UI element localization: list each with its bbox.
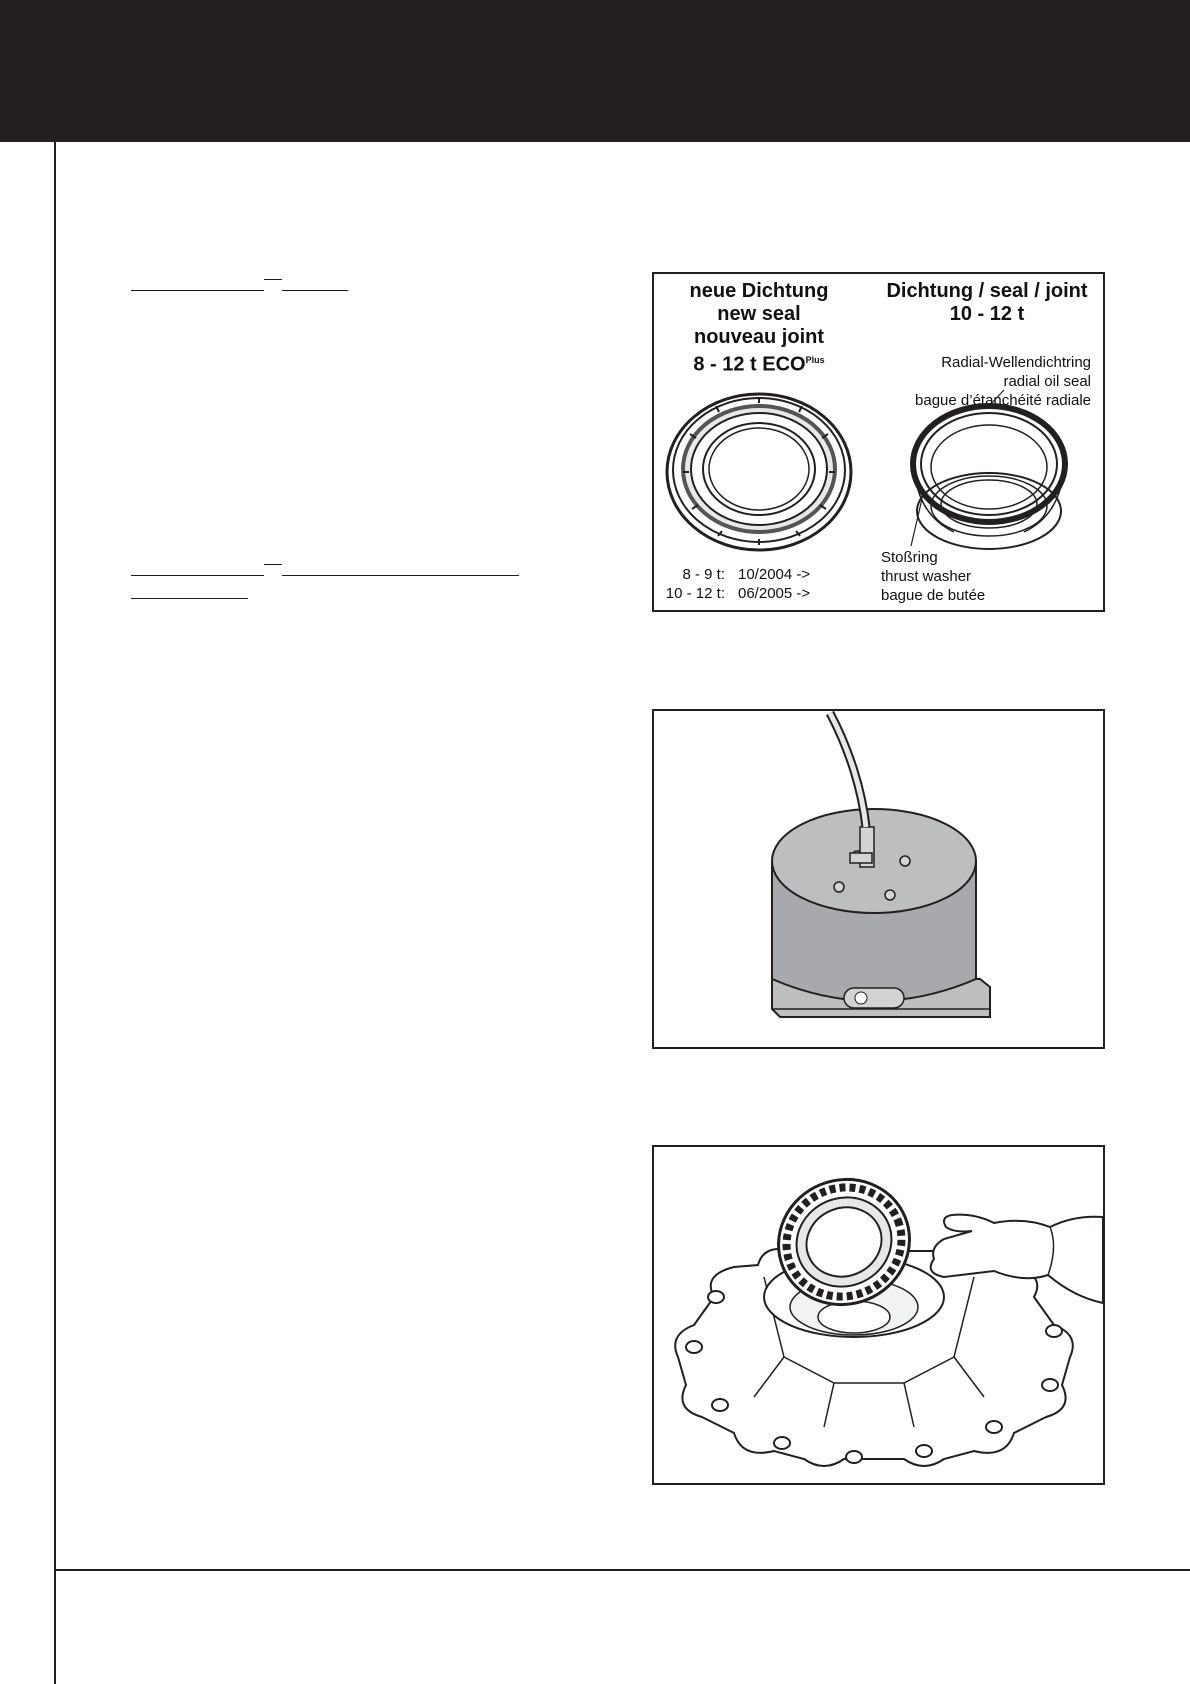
text-placeholder-line [131, 575, 264, 576]
header-bar [0, 0, 1190, 142]
text-placeholder-line [282, 575, 519, 576]
bearing-install-figure [652, 1145, 1105, 1485]
text-placeholder-line [131, 290, 264, 291]
old-seal-heading: Dichtung / seal / joint [886, 280, 1088, 302]
new-seal-heading-fr: nouveau joint [694, 326, 824, 348]
text-placeholder-line [264, 564, 282, 565]
footer-rule [54, 1569, 1190, 1571]
thrust-washer-label-de: Stoßring [881, 549, 938, 566]
press-tool-drawing [654, 711, 1103, 1047]
date-value-1: 10/2004 -> [738, 566, 811, 583]
seal-comparison-figure [652, 272, 1105, 612]
press-tool-figure [652, 709, 1105, 1049]
oil-seal-label-fr: bague d’étanchéité radiale [915, 392, 1091, 409]
seal-drawings [654, 274, 1103, 610]
new-seal-heading-en: new seal [717, 303, 801, 325]
date-range-1: 8 - 9 t: [682, 566, 725, 583]
oil-seal-label-de: Radial-Wellendichtring [941, 354, 1091, 371]
text-placeholder-line [264, 279, 282, 280]
text-placeholder-line [131, 598, 248, 599]
bearing-install-drawing [654, 1147, 1103, 1483]
eco-plus-seal-drawing [667, 394, 851, 550]
left-margin-rule [54, 142, 56, 1684]
new-seal-heading-de: neue Dichtung [689, 280, 829, 302]
radial-oil-seal-drawing [911, 390, 1065, 549]
date-range-2: 10 - 12 t: [665, 585, 725, 602]
old-seal-range: 10 - 12 t [949, 303, 1025, 325]
thrust-washer-label-fr: bague de butée [881, 587, 986, 604]
new-seal-range: 8 - 12 t $ECO^{Plus}$ [693, 353, 825, 376]
date-value-2: 06/2005 -> [738, 585, 811, 602]
text-placeholder-line [282, 290, 348, 291]
oil-seal-label-en: radial oil seal [1003, 373, 1091, 390]
thrust-washer-label-en: thrust washer [881, 568, 972, 585]
